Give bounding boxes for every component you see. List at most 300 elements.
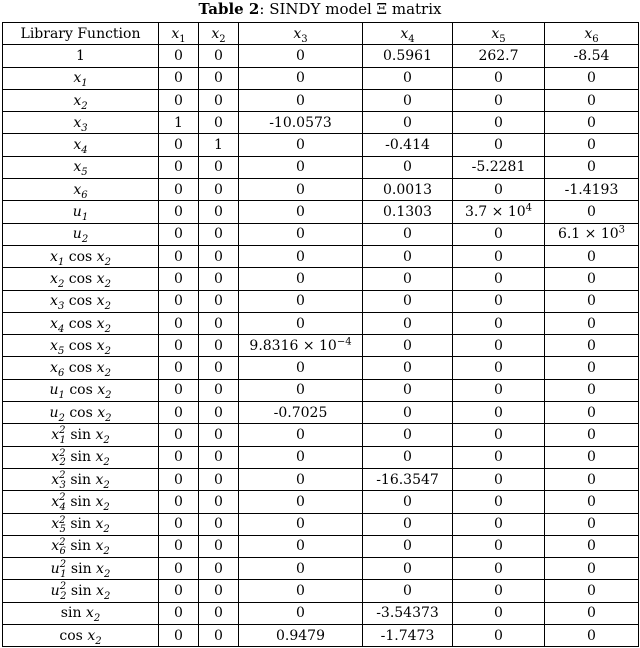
value-cell: 0 [453, 312, 545, 334]
lib-func: cos [59, 627, 88, 644]
value-cell: 0 [239, 580, 363, 602]
lib-sub: 1 [81, 78, 88, 90]
lib-var: x [73, 70, 82, 87]
library-function-cell [3, 357, 159, 379]
table-row [3, 402, 639, 424]
lib-func: sin [66, 560, 97, 577]
value-cell: 0 [453, 513, 545, 535]
value-cell: 0 [545, 513, 639, 535]
lib-func: sin [65, 493, 96, 510]
value-cell: 0 [453, 290, 545, 312]
value-cell: 0 [199, 89, 239, 111]
lib-arg-sub: 2 [104, 345, 111, 357]
lib-arg: x [87, 627, 96, 644]
lib-sup: 2 [59, 559, 67, 571]
value-cell: 0 [159, 245, 199, 267]
value-cell: 0 [239, 45, 363, 67]
lib-var: x [51, 426, 60, 443]
value-cell: 1 [159, 112, 199, 134]
lib-arg-sub: 2 [104, 256, 111, 268]
header-xdot-6 [545, 23, 639, 45]
value-cell: 0 [159, 379, 199, 401]
value-cell: 0 [453, 179, 545, 201]
value-cell: -0.414 [363, 134, 453, 156]
lib-sub: 3 [59, 479, 66, 491]
value-cell: 0 [159, 134, 199, 156]
lib-var: x [51, 516, 60, 533]
header-xdot-4 [363, 23, 453, 45]
value-cell: 0 [545, 580, 639, 602]
library-function-cell [3, 558, 159, 580]
table-row [3, 535, 639, 557]
table-row [3, 379, 639, 401]
lib-sup: 2 [59, 492, 66, 504]
value-cell: 0 [199, 45, 239, 67]
value-cell: 0 [159, 357, 199, 379]
table-row [3, 245, 639, 267]
value-cell: 0 [453, 424, 545, 446]
value-cell: 0 [453, 134, 545, 156]
lib-arg-sub: 2 [104, 323, 111, 335]
value-cell: 0 [239, 491, 363, 513]
value-cell: 0 [545, 134, 639, 156]
lib-var: x [51, 449, 60, 466]
table-row [3, 602, 639, 624]
value-cell: 0 [239, 268, 363, 290]
value-cell: 0 [199, 625, 239, 647]
library-function-cell [3, 89, 159, 111]
lib-arg: x [96, 360, 105, 377]
lib-arg-sub: 2 [104, 367, 111, 379]
value-cell: 0 [545, 67, 639, 89]
value-cell: 0 [199, 580, 239, 602]
library-function-cell [3, 290, 159, 312]
lib-arg-sub: 2 [104, 278, 111, 290]
header-sub: 3 [301, 33, 308, 45]
value-cell: 0 [239, 535, 363, 557]
lib-arg: x [96, 248, 105, 265]
table-row [3, 424, 639, 446]
value-cell: 0 [545, 312, 639, 334]
lib-var: x [50, 248, 58, 265]
lib-arg: x [96, 583, 104, 600]
value-cell: 0 [159, 335, 199, 357]
header-xdot-5 [453, 23, 545, 45]
table-row [3, 45, 639, 67]
header-xdot-1 [159, 23, 199, 45]
value-cell: 0 [199, 602, 239, 624]
value-cell: 0 [363, 112, 453, 134]
lib-sup: 2 [59, 514, 66, 526]
lib-func: cos [64, 404, 98, 421]
value-cell: 0.0013 [363, 179, 453, 201]
value-cell: 0 [159, 268, 199, 290]
value-cell: 0 [545, 491, 639, 513]
value-cell: 0 [363, 580, 453, 602]
lib-constant: 1 [76, 47, 85, 64]
value-cell: 0 [199, 268, 239, 290]
lib-var: x [51, 538, 60, 555]
lib-var: x [73, 159, 82, 176]
table-row [3, 112, 639, 134]
value-cell: 0 [159, 223, 199, 245]
value-cell: 0 [239, 468, 363, 490]
value-cell: 0 [453, 558, 545, 580]
value-cell: 0 [239, 245, 363, 267]
value-cell: -1.4193 [545, 179, 639, 201]
value-cell: 0 [363, 558, 453, 580]
lib-arg: x [96, 560, 104, 577]
header-var: ˙ x [171, 26, 179, 42]
value-cell: 0 [545, 402, 639, 424]
value-cell: $3.7 \times 10^4$ [453, 201, 545, 223]
lib-arg: x [95, 449, 104, 466]
lib-var: u [72, 226, 82, 243]
lib-var: u [50, 583, 60, 600]
value-cell: 0 [239, 223, 363, 245]
lib-arg-sub: 2 [103, 501, 110, 513]
lib-func: sin [65, 449, 96, 466]
value-cell: 0 [545, 335, 639, 357]
value-cell: -3.54373 [363, 602, 453, 624]
lib-sub: 4 [59, 501, 66, 513]
lib-sup: 2 [59, 469, 66, 481]
lib-arg: x [95, 516, 104, 533]
value-cell: 0 [545, 290, 639, 312]
value-cell: 0 [199, 535, 239, 557]
lib-arg: x [97, 382, 106, 399]
lib-sub: 2 [81, 100, 88, 112]
table-row [3, 179, 639, 201]
value-cell: -0.7025 [239, 402, 363, 424]
lib-sub: 6 [59, 546, 66, 558]
table-row [3, 625, 639, 647]
lib-var: u [50, 560, 60, 577]
lib-sub: 5 [81, 167, 88, 179]
value-cell: 0 [545, 535, 639, 557]
lib-sub: 4 [57, 323, 65, 335]
lib-arg: x [95, 493, 104, 510]
value-cell: -10.0573 [239, 112, 363, 134]
value-cell: 0 [453, 335, 545, 357]
value-cell: 0 [545, 424, 639, 446]
value-cell: 0 [239, 379, 363, 401]
lib-arg: x [97, 404, 106, 421]
lib-var: x [73, 92, 82, 109]
value-cell: 0 [545, 201, 639, 223]
lib-arg-sub: 2 [103, 479, 110, 491]
value-cell: $9.8316 \times 10^{-4}$ [239, 335, 363, 357]
value-cell: 0 [453, 89, 545, 111]
table-row [3, 134, 639, 156]
lib-sup: 2 [59, 447, 66, 459]
header-xdot-3 [239, 23, 363, 45]
value-cell: 0 [545, 357, 639, 379]
lib-var: x [73, 114, 82, 131]
value-cell: 0 [453, 379, 545, 401]
value-cell: 0 [453, 112, 545, 134]
table-row [3, 312, 639, 334]
value-cell: 0 [199, 312, 239, 334]
value-cell: 0 [453, 580, 545, 602]
lib-sup: 2 [59, 536, 66, 548]
value-cell: 0 [545, 602, 639, 624]
value-cell: 0 [159, 468, 199, 490]
lib-var: x [50, 293, 58, 310]
value-cell: 0 [239, 446, 363, 468]
value-cell: 0.1303 [363, 201, 453, 223]
library-function-cell [3, 379, 159, 401]
lib-sub: 2 [59, 457, 66, 469]
value-cell: 0 [545, 112, 639, 134]
lib-arg-sub: 2 [95, 635, 102, 647]
value-cell: 0 [453, 357, 545, 379]
value-cell: 0 [199, 357, 239, 379]
value-cell: 0 [363, 335, 453, 357]
lib-func: cos [64, 293, 97, 310]
value-cell: 0 [363, 379, 453, 401]
header-row [3, 23, 639, 45]
value-cell: 0.9479 [239, 625, 363, 647]
lib-arg-sub: 2 [104, 301, 111, 312]
lib-var: x [50, 337, 58, 354]
lib-func: cos [64, 382, 98, 399]
value-cell: 0 [363, 424, 453, 446]
table-row [3, 446, 639, 468]
table-row [3, 580, 639, 602]
lib-sup: 2 [59, 425, 66, 437]
library-function-cell [3, 446, 159, 468]
value-cell: 0 [363, 245, 453, 267]
library-function-cell [3, 335, 159, 357]
value-cell: 0 [239, 290, 363, 312]
lib-func: sin [65, 538, 96, 555]
value-cell: 1 [199, 134, 239, 156]
value-cell: -8.54 [545, 45, 639, 67]
value-cell: 0 [239, 357, 363, 379]
value-cell: 0 [363, 268, 453, 290]
value-cell: 0.5961 [363, 45, 453, 67]
value-cell: $6.1 \times 10^3$ [545, 223, 639, 245]
library-function-cell [3, 268, 159, 290]
header-var: ˙ x [584, 26, 592, 42]
table-row [3, 67, 639, 89]
value-cell: 0 [159, 179, 199, 201]
value-cell: 0 [545, 468, 639, 490]
value-cell: 0 [159, 201, 199, 223]
lib-var: x [51, 471, 60, 488]
value-cell: 0 [239, 134, 363, 156]
value-cell: 0 [159, 156, 199, 178]
value-cell: 0 [199, 156, 239, 178]
value-cell: 0 [159, 424, 199, 446]
library-function-cell [3, 179, 159, 201]
value-cell: -1.7473 [363, 625, 453, 647]
lib-sub: 3 [57, 301, 65, 312]
value-cell: 0 [199, 201, 239, 223]
table-row [3, 89, 639, 111]
value-cell: 0 [199, 335, 239, 357]
lib-sub: 3 [81, 122, 88, 134]
value-cell: 0 [159, 535, 199, 557]
lib-sub: 6 [57, 367, 65, 379]
table-row [3, 201, 639, 223]
lib-var: u [49, 404, 59, 421]
value-cell: 0 [239, 602, 363, 624]
value-cell: 0 [159, 491, 199, 513]
lib-func: cos [64, 270, 97, 287]
library-function-cell [3, 491, 159, 513]
lib-arg: x [95, 471, 104, 488]
table-caption-label: Table 2 [198, 0, 260, 18]
value-cell: -16.3547 [363, 468, 453, 490]
lib-sub: 1 [81, 211, 89, 223]
value-cell: 0 [453, 491, 545, 513]
value-cell: 0 [545, 446, 639, 468]
table-body [3, 45, 639, 647]
lib-func: sin [65, 471, 96, 488]
value-cell: 0 [453, 268, 545, 290]
value-cell: 0 [363, 290, 453, 312]
header-xdot-2 [199, 23, 239, 45]
value-cell: 0 [199, 402, 239, 424]
lib-func: cos [64, 248, 97, 265]
value-cell: 0 [159, 513, 199, 535]
lib-arg: x [96, 337, 105, 354]
value-cell: 0 [363, 402, 453, 424]
value-cell: 0 [199, 67, 239, 89]
value-cell: 0 [199, 424, 239, 446]
lib-var: x [50, 315, 58, 332]
value-cell: 0 [363, 535, 453, 557]
value-cell: 0 [363, 67, 453, 89]
value-cell: 0 [239, 312, 363, 334]
library-function-cell [3, 156, 159, 178]
library-function-cell [3, 625, 159, 647]
table-row [3, 513, 639, 535]
value-cell: 0 [453, 602, 545, 624]
value-cell: 0 [363, 357, 453, 379]
lib-arg: x [96, 315, 105, 332]
lib-arg-sub: 2 [103, 434, 110, 446]
lib-sub: 5 [57, 345, 65, 357]
value-cell: 0 [199, 179, 239, 201]
lib-arg: x [96, 293, 105, 310]
library-function-cell [3, 312, 159, 334]
lib-arg: x [85, 605, 94, 622]
lib-sub: 1 [58, 390, 65, 402]
lib-sub: 2 [57, 278, 65, 290]
value-cell: 0 [199, 223, 239, 245]
library-function-cell [3, 424, 159, 446]
header-sub: 2 [219, 33, 226, 45]
library-function-cell [3, 134, 159, 156]
value-cell: 0 [453, 402, 545, 424]
lib-func: cos [64, 315, 97, 332]
value-cell: 0 [545, 89, 639, 111]
library-function-cell [3, 602, 159, 624]
header-library-function: Library Function [3, 23, 159, 45]
value-cell: 0 [363, 89, 453, 111]
lib-sub: 2 [60, 590, 67, 602]
exponent: 3 [618, 224, 626, 236]
lib-var: u [49, 382, 59, 399]
value-cell: 0 [363, 513, 453, 535]
library-function-cell [3, 67, 159, 89]
value-cell: 262.7 [453, 45, 545, 67]
value-cell: 0 [159, 89, 199, 111]
lib-arg-sub: 2 [103, 457, 110, 469]
value-cell: 0 [363, 312, 453, 334]
table-row [3, 268, 639, 290]
lib-sub: 2 [81, 234, 89, 246]
value-cell: 0 [199, 245, 239, 267]
value-cell: 0 [159, 312, 199, 334]
lib-var: x [50, 360, 58, 377]
table-row [3, 558, 639, 580]
value-cell: 0 [199, 112, 239, 134]
value-cell: 0 [545, 245, 639, 267]
value-cell: 0 [239, 424, 363, 446]
value-cell: -5.2281 [453, 156, 545, 178]
lib-func: cos [64, 337, 97, 354]
library-function-cell [3, 112, 159, 134]
value-cell: 0 [199, 290, 239, 312]
table-row [3, 290, 639, 312]
value-cell: 0 [159, 580, 199, 602]
value-cell: 0 [239, 558, 363, 580]
library-function-cell [3, 513, 159, 535]
lib-sub: 5 [59, 523, 66, 535]
value-cell: 0 [199, 513, 239, 535]
header-var: ˙ x [491, 26, 499, 42]
lib-sub: 1 [59, 434, 66, 446]
table-row [3, 223, 639, 245]
value-cell: 0 [453, 223, 545, 245]
library-function-cell [3, 45, 159, 67]
header-sub: 1 [179, 33, 186, 45]
lib-func: sin [65, 426, 96, 443]
value-cell: 0 [199, 468, 239, 490]
lib-var: x [73, 137, 82, 154]
value-cell: 0 [159, 602, 199, 624]
value-cell: 0 [159, 290, 199, 312]
lib-arg-sub: 2 [103, 546, 110, 558]
library-function-cell [3, 468, 159, 490]
header-sub: 6 [592, 33, 599, 45]
library-function-cell [3, 223, 159, 245]
lib-func: sin [66, 583, 97, 600]
header-var: ˙ x [400, 26, 408, 42]
lib-var: x [50, 270, 58, 287]
value-cell: 0 [239, 513, 363, 535]
lib-var: x [73, 181, 82, 198]
lib-sub: 2 [58, 412, 65, 424]
header-var: ˙ x [293, 26, 301, 42]
lib-arg-sub: 2 [103, 523, 110, 535]
value-cell: 0 [159, 625, 199, 647]
value-cell: 0 [239, 179, 363, 201]
value-cell: 0 [363, 446, 453, 468]
library-function-cell [3, 245, 159, 267]
value-cell: 0 [363, 491, 453, 513]
table-row [3, 468, 639, 490]
value-cell: 0 [239, 201, 363, 223]
table-row [3, 335, 639, 357]
value-cell: 0 [159, 558, 199, 580]
value-cell: 0 [159, 67, 199, 89]
lib-arg-sub: 2 [105, 412, 112, 424]
